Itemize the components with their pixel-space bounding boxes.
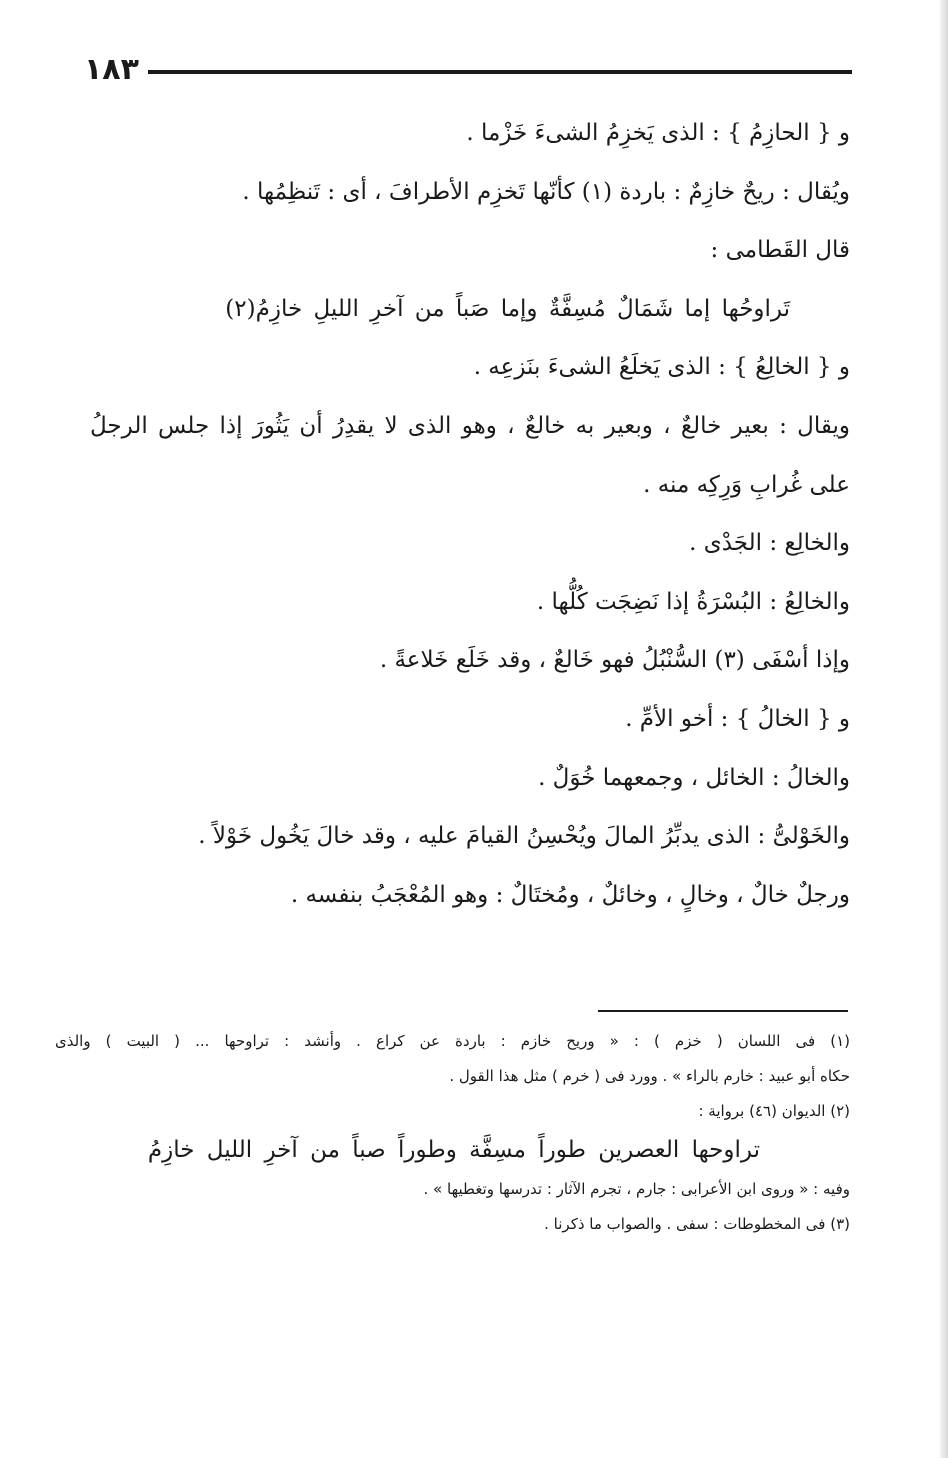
footnotes xyxy=(55,1030,850,1248)
footnote-line: (١) فى اللسان ( خزم ) : « وريح خازم : باردة عن كراع . وأنشد : تراوحها ... ( البيت ) والذى xyxy=(55,1032,850,1050)
footnote-line: (٢) الديوان (٤٦) برواية : xyxy=(698,1102,850,1120)
header-rule xyxy=(148,70,852,74)
text-line: والخالُ : الخائل ، وجمعهما خُوَلٌ . xyxy=(538,764,850,791)
footnote-line: وفيه : « وروى ابن الأعرابى : جارم ، تجرم الآثار : تدرسها وتغطيها » . xyxy=(423,1180,850,1198)
footnote-line: حكاه أبو عبيد : خارم بالراء » . وورد فى ( خرم ) مثل هذا القول . xyxy=(449,1067,850,1085)
page-edge-shadow xyxy=(940,0,948,1458)
text-line: قال القَطامى : xyxy=(710,237,850,264)
text-line: ويقال : بعير خالعٌ ، وبعير به خالعٌ ، وهو الذى لا يقدِرُ أن يَثُورَ إذا جلس الرجلُ xyxy=(90,412,850,439)
text-line: والخالِع : الجَدْى . xyxy=(689,530,850,557)
text-line: والخالِعُ : البُسْرَةُ إذا نَضِجَت كُلُّها . xyxy=(536,588,850,615)
text-line: ورجلٌ خالٌ ، وخالٍ ، وخائلٌ ، ومُختَالٌ : وهو المُعْجَبُ بنفسه . xyxy=(290,881,850,908)
page-header xyxy=(70,46,852,96)
entry-line: و { الحازِمُ } : الذى يَخزِمُ الشىءَ خَزْما . xyxy=(466,120,850,146)
text-line: على غُرابِ وَرِكِه منه . xyxy=(643,471,850,498)
footnote-verse: تراوحها العصرين طوراً مسِفَّة وطوراً صباً من آخرِ الليل خازِمُ xyxy=(147,1137,760,1163)
entry-line: و { الخالِعُ } : الذى يَخلَعُ الشىءَ بنَزعِه . xyxy=(473,354,850,381)
text-line: والخَوْلىُّ : الذى يدبِّرُ المالَ ويُحْسِنُ القيامَ عليه ، وقد خالَ يَخُول خَوْلاً . xyxy=(198,823,850,850)
entry-line: و { الخالُ } : أخو الأمِّ . xyxy=(625,705,850,732)
text-line: وإذا أسْفَى (٣) السُّنْبُلُ فهو خَالعٌ ، وقد خَلَع خَلاعةً . xyxy=(379,647,850,674)
text-line: ويُقال : ريحٌ خازِمٌ : باردة (١) كأنّها تَخزِم الأطرافَ ، أى : تَنظِمُها . xyxy=(242,178,850,205)
page-number: ١٨٣ xyxy=(84,52,139,87)
footnote-separator xyxy=(598,1010,848,1012)
footnote-line: (٣) فى المخطوطات : سفى . والصواب ما ذكرنا . xyxy=(544,1215,850,1233)
main-text xyxy=(90,118,850,938)
verse-line: تَراوحُها إما شَمَالٌ مُسِفَّةٌ وإما صَباً من آخرِ الليلِ خازِمُ(٢) xyxy=(225,295,790,322)
